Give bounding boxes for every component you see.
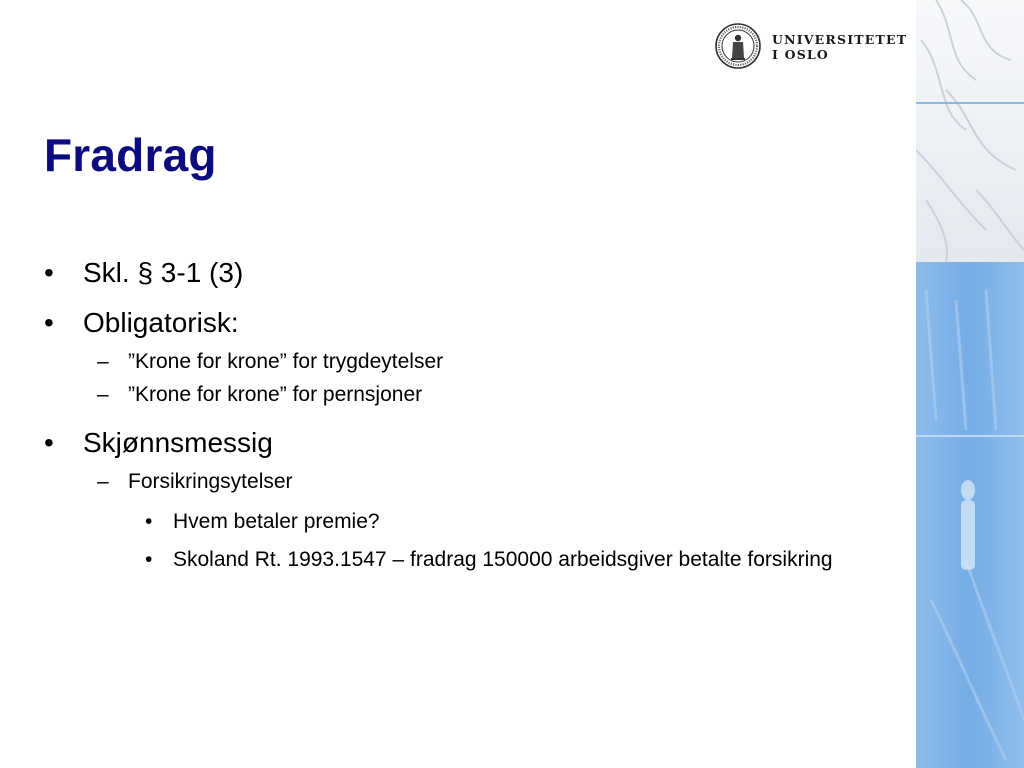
- bullet-text: Obligatorisk:: [83, 307, 239, 338]
- bullet-marker: •: [44, 257, 54, 288]
- logo-line-1: UNIVERSITETET: [772, 32, 908, 47]
- university-seal-icon: [714, 22, 762, 70]
- sub-bullet-item: [44, 349, 894, 375]
- bullet-marker: •: [145, 510, 153, 533]
- sub-bullet-item: [44, 469, 894, 495]
- dash-marker: –: [97, 350, 109, 373]
- dash-marker: –: [97, 383, 109, 406]
- sub-sub-bullet-text: Hvem betaler premie?: [173, 510, 380, 533]
- bullet-text: Skl. § 3-1 (3): [83, 257, 244, 288]
- bullet-marker: •: [44, 307, 54, 338]
- decorative-side-image: [916, 0, 1024, 768]
- logo-line-2: I OSLO: [772, 47, 829, 62]
- sub-sub-bullet-text: Skoland Rt. 1993.1547 – fradrag 150000 arbeidsgiver betalte forsikring: [173, 548, 833, 571]
- sub-sub-bullet-item: [44, 509, 894, 535]
- bullet-item: [44, 256, 894, 290]
- sub-bullet-item: [44, 382, 894, 408]
- bullet-marker: •: [145, 548, 153, 571]
- slide-title: Fradrag: [44, 129, 217, 181]
- bullet-item: [44, 426, 894, 460]
- bullet-text: Skjønnsmessig: [83, 427, 273, 458]
- sub-bullet-text: Forsikringsytelser: [128, 470, 293, 493]
- bullet-marker: •: [44, 427, 54, 458]
- sub-bullet-text: ”Krone for krone” for pernsjoner: [128, 383, 423, 406]
- bullet-item: [44, 306, 894, 340]
- slide-content: [44, 256, 894, 585]
- sub-sub-bullet-item: [44, 547, 894, 573]
- dash-marker: –: [97, 470, 109, 493]
- university-logo: [714, 22, 908, 70]
- sub-bullet-text: ”Krone for krone” for trygdeytelser: [128, 350, 444, 373]
